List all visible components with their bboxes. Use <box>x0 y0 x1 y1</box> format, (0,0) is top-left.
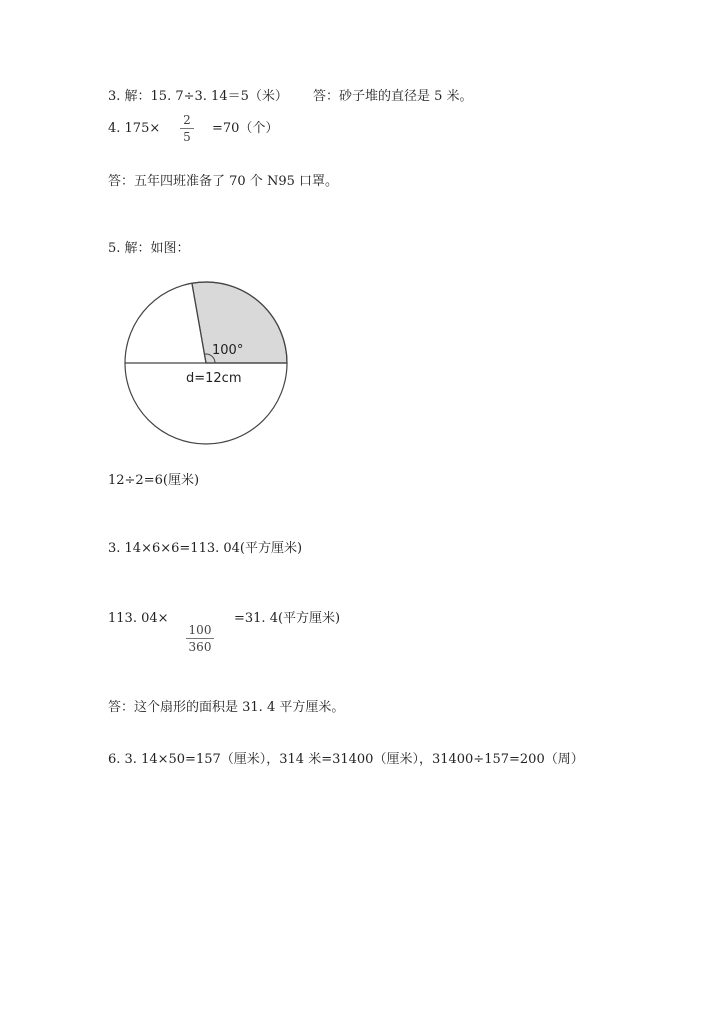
item5-step3-suffix: =31. 4(平方厘米) <box>234 611 341 626</box>
fraction-bar <box>180 128 194 129</box>
item4-fraction <box>180 113 194 144</box>
item3-calculation: 3. 解：15. 7÷3. 14＝5（米） <box>108 89 288 104</box>
item3-answer: 答：砂子堆的直径是 5 米。 <box>313 89 473 104</box>
item4-fraction-numerator: 2 <box>183 113 191 127</box>
diameter-label: d=12cm <box>186 371 242 386</box>
angle-label: 100° <box>212 343 244 358</box>
item4-fraction-denominator: 5 <box>183 130 191 144</box>
circle-sector-figure <box>116 273 296 453</box>
item5-answer: 答：这个扇形的面积是 31. 4 平方厘米。 <box>108 700 345 715</box>
item5-fraction-denominator: 360 <box>188 640 212 654</box>
item5-fraction-numerator: 100 <box>188 623 212 637</box>
item5-step3-prefix: 113. 04× <box>108 611 169 626</box>
item6-calculation: 6. 3. 14×50=157（厘米），314 米=31400（厘米），31400÷157=200（周） <box>108 752 584 767</box>
item5-fraction <box>186 623 214 654</box>
item4-calculation-suffix: =70（个） <box>212 121 279 136</box>
item4-calculation-prefix: 4. 175× <box>108 121 161 136</box>
item5-step2: 3. 14×6×6=113. 04(平方厘米) <box>108 541 303 556</box>
fraction-bar <box>186 638 214 639</box>
item5-step1: 12÷2=6(厘米) <box>108 473 200 488</box>
item4-answer: 答：五年四班准备了 70 个 N95 口罩。 <box>108 174 338 189</box>
item5-intro: 5. 解：如图： <box>108 241 190 256</box>
